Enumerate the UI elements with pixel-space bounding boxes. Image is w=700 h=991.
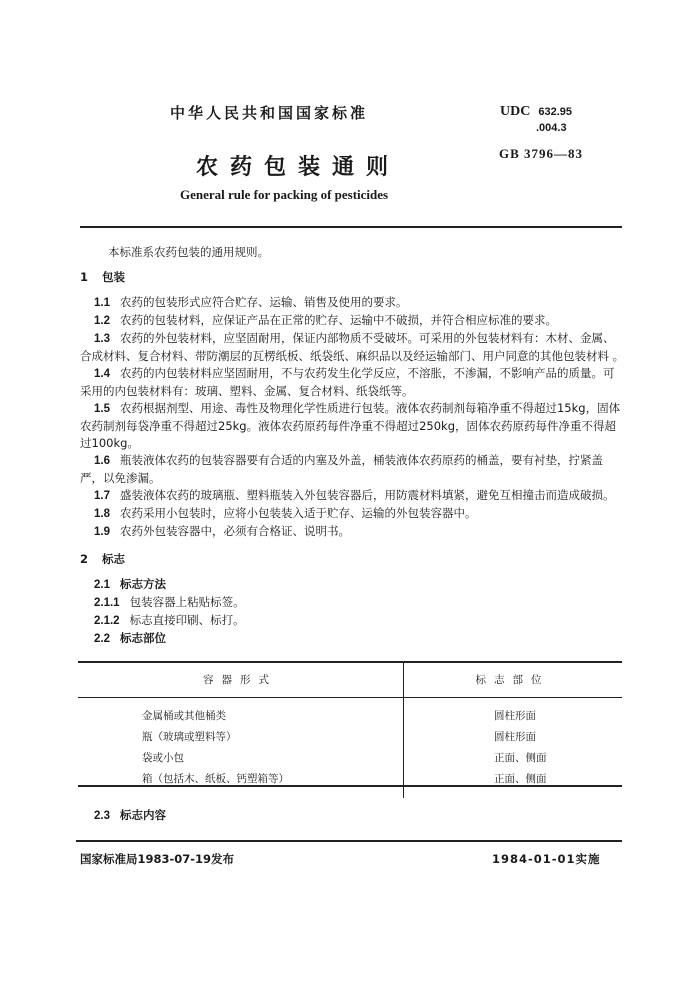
marking-position-cell: 圆柱形面 [404,726,623,747]
clause-1-6 [80,452,625,487]
marking-position-cell: 正面、侧面 [404,747,623,768]
clause-text: 农药的包装形式应符合贮存、运输、销售及使用的要求。 [120,295,408,309]
section-title: 标志 [102,552,126,566]
clause-text: 标志直接印刷、标打。 [129,613,245,627]
section-1-clauses [80,294,625,541]
table-bottom-border [78,785,622,787]
subsection-title: 标志内容 [120,808,166,822]
subsection-title: 标志方法 [120,577,166,591]
table-row [78,726,622,747]
subsection-2-2 [80,630,625,648]
marking-position-table [78,662,622,798]
table-header-row [78,662,622,698]
container-type-cell: 金属桶或其他桶类 [142,710,226,722]
container-type-cell: 袋或小包 [142,752,184,764]
column-header-marking-position: 标志部位 [404,662,623,698]
clause-number: 1.6 [94,455,110,467]
intro-text: 本标准系农药包装的通用规则。 [108,245,269,259]
effective-date: 1984-01-01实施 [492,852,601,866]
clause-text: 瓶装液体农药的包装容器要有合适的内塞及外盖，桶装液体农药原药的桶盖，要有衬垫，拧紧盖严，以免渗漏。 [80,453,603,485]
subsection-2-1 [80,576,625,594]
subsection-title: 标志部位 [120,631,166,645]
clause-1-2 [80,312,625,330]
clause-text: 盛装液体农药的玻璃瓶、塑料瓶装入外包装容器后，用防震材料填紧，避免互相撞击而造成破损。 [120,488,615,502]
table-row [78,747,622,768]
clause-number: 2.2 [94,633,110,645]
subsection-2-3 [94,807,166,823]
marking-position-cell: 圆柱形面 [404,698,623,727]
clause-1-9 [80,523,625,541]
clause-number: 1.1 [94,297,110,309]
intro-paragraph [80,244,625,261]
clause-number: 1.3 [94,333,110,345]
clause-text: 农药的包装材料，应保证产品在正常的贮存、运输中不破损，并符合相应标准的要求。 [120,313,557,327]
clause-2-1-2 [80,612,625,630]
container-type-cell: 箱（包括木、纸板、钙塑箱等） [142,773,289,785]
clause-text: 农药外包装容器中，必须有合格证、说明书。 [120,524,350,538]
footer-divider [76,840,622,842]
udc-code [500,104,572,120]
clause-1-5 [80,400,625,452]
section-number: 2 [80,552,89,566]
clause-number: 1.8 [94,508,110,520]
gb-standard-number: GB 3796—83 [499,146,584,161]
clause-text: 农药的外包装材料，应坚固耐用，保证内部物质不受破坏。可采用的外包装材料有：木材、金属、合成材料、复合材料、带防潮层的瓦楞纸板、纸袋纸、麻织品以及经运输部门、用户同意的其他包装材料 。 [80,331,625,363]
document-body [80,244,625,648]
clause-2-1-1 [80,594,625,612]
clause-text: 农药采用小包装时，应将小包装装入适于贮存、运输的外包装容器中。 [120,506,477,520]
clause-number: 1.7 [94,490,110,502]
section-1-heading [80,269,625,286]
section-title: 包装 [102,270,126,284]
udc-label: UDC [500,104,531,119]
clause-number: 2.1.1 [94,597,120,609]
document-title-chinese: 农药包装通则 [196,155,401,180]
document-title-english: General rule for packing of pesticides [180,187,389,202]
clause-text: 农药的内包装材料应坚固耐用，不与农药发生化学反应，不溶胀，不渗漏，不影响产品的质量。可采用的内包装材料有：玻璃、塑料、金属、复合材料、纸袋纸等。 [80,366,615,398]
clause-number: 2.3 [94,810,110,822]
table-row [78,698,622,727]
section-number: 1 [80,270,89,284]
section-2-heading [80,551,625,568]
issuing-org-title: 中华人民共和国国家标准 [170,104,369,122]
clause-1-7 [80,487,625,505]
udc-code-primary: 632.95 [538,106,572,118]
clause-text: 农药根据剂型、用途、毒性及物理化学性质进行包装。液体农药制剂每箱净重不得超过15kg，固体农药制剂每袋净重不得超过25kg。液体农药原药每件净重不得超过250kg，固体农药原药每件净重不得超过100kg。 [80,401,621,450]
clause-1-1 [80,294,625,312]
clause-1-3 [80,330,625,365]
clause-number: 1.4 [94,368,110,380]
column-header-container-type: 容器形式 [78,662,404,698]
clause-text: 包装容器上粘贴标签。 [129,595,245,609]
issue-date: 国家标准局1983-07-19发布 [80,852,235,866]
header-divider [80,226,622,228]
clause-number: 1.2 [94,315,110,327]
clause-1-8 [80,505,625,523]
container-type-cell: 瓶（玻璃或塑料等） [142,731,237,743]
clause-number: 2.1.2 [94,615,120,627]
clause-number: 1.5 [94,403,110,415]
clause-number: 1.9 [94,526,110,538]
clause-1-4 [80,365,625,400]
marking-position-cell: 正面、侧面 [404,768,623,798]
clause-number: 2.1 [94,579,110,591]
table-row [78,768,622,798]
udc-code-secondary: .004.3 [536,122,567,134]
